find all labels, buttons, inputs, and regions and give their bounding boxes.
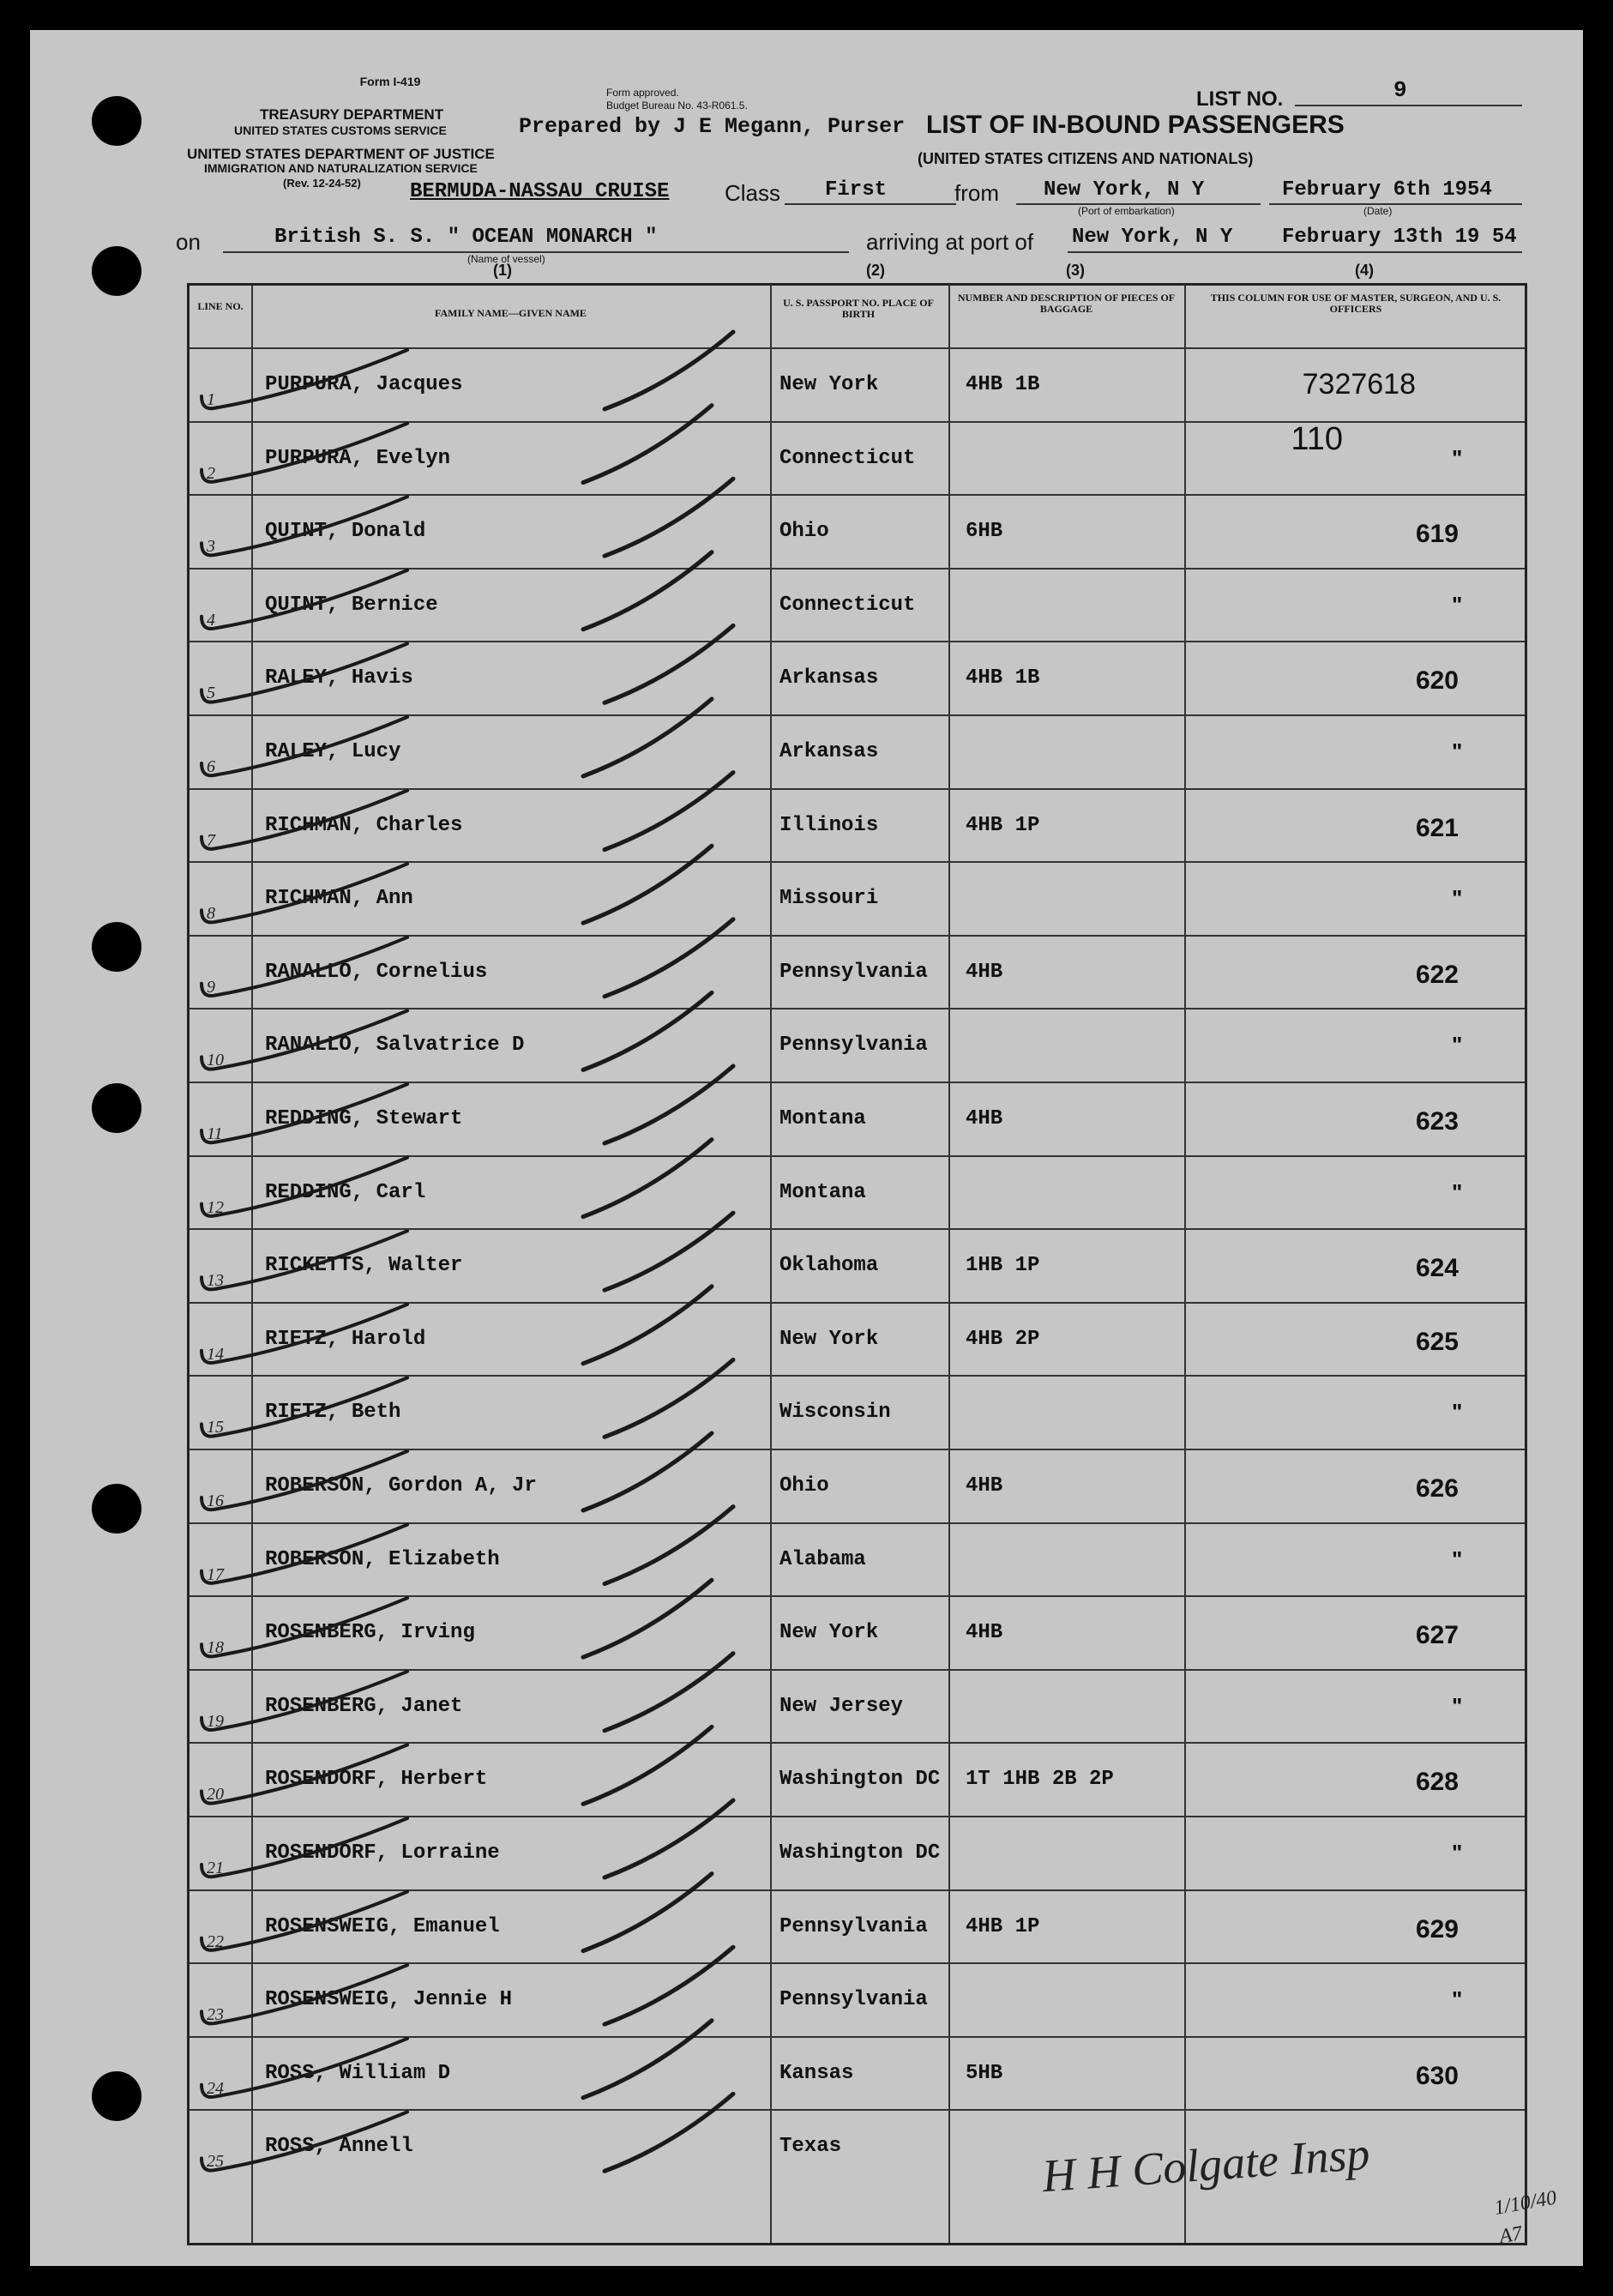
passenger-name: RICKETTS, Walter bbox=[265, 1254, 463, 1278]
officer-number: 7327618 bbox=[1302, 368, 1416, 401]
inspector-signature: H H Colgate Insp bbox=[1040, 2127, 1372, 2203]
passenger-name: ROSENBERG, Janet bbox=[265, 1694, 463, 1718]
birth-place: New Jersey bbox=[779, 1694, 904, 1718]
officer-number: 626 bbox=[1415, 1474, 1459, 1503]
officer-ditto: " bbox=[1452, 738, 1463, 764]
birth-place: Arkansas bbox=[779, 666, 879, 690]
officer-number: 619 bbox=[1415, 520, 1459, 549]
passenger-name: PURPURA, Jacques bbox=[265, 373, 463, 396]
officer-ditto: " bbox=[1452, 1178, 1463, 1205]
officer-number: 625 bbox=[1415, 1327, 1459, 1356]
line-number: 25 bbox=[207, 2152, 224, 2172]
officer-number: 629 bbox=[1415, 1914, 1459, 1943]
birth-place: Montana bbox=[779, 1180, 866, 1204]
line-number: 6 bbox=[207, 757, 215, 776]
document-page bbox=[30, 30, 1583, 2266]
passenger-name: ROSENSWEIG, Jennie H bbox=[265, 1988, 513, 2012]
col-num-4: (4) bbox=[1355, 262, 1374, 279]
on-label: on bbox=[176, 229, 201, 255]
passenger-name: RANALLO, Cornelius bbox=[265, 960, 488, 984]
line-number: 24 bbox=[207, 2078, 224, 2098]
officer-number: 627 bbox=[1415, 1621, 1459, 1650]
birth-place: Alabama bbox=[779, 1547, 866, 1571]
passenger-name: QUINT, Donald bbox=[265, 520, 426, 544]
line-number: 7 bbox=[207, 830, 215, 850]
passenger-name: ROBERSON, Elizabeth bbox=[265, 1547, 500, 1571]
departure-date: February 6th 1954 bbox=[1282, 178, 1492, 202]
binder-hole bbox=[92, 96, 141, 146]
officer-ditto: " bbox=[1452, 591, 1463, 618]
header-passport: U. S. PASSPORT NO. PLACE OF BIRTH bbox=[783, 297, 934, 320]
baggage: 4HB bbox=[966, 960, 1003, 984]
baggage: 4HB 1P bbox=[966, 1914, 1040, 1938]
col-num-1: (1) bbox=[493, 262, 512, 279]
passenger-name: ROSENSWEIG, Emanuel bbox=[265, 1914, 500, 1938]
passenger-name: ROSS, Annell bbox=[265, 2135, 413, 2159]
binder-hole bbox=[92, 2071, 141, 2121]
birth-place: Oklahoma bbox=[779, 1254, 879, 1278]
passenger-name: RIETZ, Beth bbox=[265, 1401, 401, 1425]
officer-number: 628 bbox=[1415, 1768, 1459, 1797]
birth-place: Montana bbox=[779, 1107, 866, 1130]
line-number: 15 bbox=[207, 1418, 224, 1437]
line-number: 13 bbox=[207, 1271, 224, 1291]
line-number: 14 bbox=[207, 1344, 224, 1364]
officer-number: 623 bbox=[1415, 1107, 1459, 1136]
passenger-name: REDDING, Carl bbox=[265, 1180, 426, 1204]
binder-hole bbox=[92, 1083, 141, 1133]
officer-ditto: " bbox=[1452, 444, 1463, 471]
officer-ditto: " bbox=[1452, 1399, 1463, 1425]
form-number: Form I-419 bbox=[359, 75, 421, 88]
officer-number: 630 bbox=[1415, 2061, 1459, 2090]
list-subtitle: (UNITED STATES CITIZENS AND NATIONALS) bbox=[918, 150, 1254, 167]
cruise-name: BERMUDA-NASSAU CRUISE bbox=[410, 180, 670, 203]
birth-place: Pennsylvania bbox=[779, 1914, 928, 1938]
birth-place: Wisconsin bbox=[779, 1401, 891, 1425]
list-title: LIST OF IN-BOUND PASSENGERS bbox=[926, 111, 1345, 139]
birth-place: Texas bbox=[779, 2135, 842, 2159]
officer-number: 620 bbox=[1415, 666, 1459, 696]
list-number: 9 bbox=[1393, 77, 1407, 103]
baggage: 1HB 1P bbox=[966, 1254, 1040, 1278]
birth-place: Connecticut bbox=[779, 446, 916, 470]
passenger-name: PURPURA, Evelyn bbox=[265, 446, 451, 470]
line-number: 9 bbox=[207, 977, 215, 997]
birth-place: Arkansas bbox=[779, 740, 879, 763]
line-number: 4 bbox=[207, 610, 215, 630]
form-approved: Form approved. bbox=[606, 87, 679, 99]
line-number: 2 bbox=[207, 463, 215, 483]
date-caption: (Date) bbox=[1363, 205, 1393, 217]
vessel-name: British S. S. " OCEAN MONARCH " bbox=[274, 226, 658, 249]
prepared-by: Prepared by J E Megann, Purser bbox=[519, 114, 906, 139]
line-number: 17 bbox=[207, 1564, 224, 1584]
officer-ditto: " bbox=[1452, 1692, 1463, 1719]
baggage: 4HB 1B bbox=[966, 666, 1040, 690]
passenger-name: RANALLO, Salvatrice D bbox=[265, 1034, 525, 1058]
baggage: 5HB bbox=[966, 2061, 1003, 2085]
officer-ditto: " bbox=[1452, 885, 1463, 912]
birth-place: New York bbox=[779, 373, 879, 396]
line-number: 12 bbox=[207, 1197, 224, 1217]
budget-bureau: Budget Bureau No. 43-R061.5. bbox=[606, 99, 748, 111]
baggage: 4HB 1B bbox=[966, 373, 1040, 396]
passenger-name: ROBERSON, Gordon A, Jr bbox=[265, 1474, 537, 1498]
line-number: 10 bbox=[207, 1051, 224, 1070]
officer-number: 624 bbox=[1415, 1254, 1459, 1283]
passenger-name: RIETZ, Harold bbox=[265, 1327, 426, 1351]
immigration-service: IMMIGRATION AND NATURALIZATION SERVICE bbox=[204, 161, 478, 175]
passenger-name: RICHMAN, Ann bbox=[265, 887, 413, 911]
birth-place: Illinois bbox=[779, 813, 879, 837]
line-number: 22 bbox=[207, 1931, 224, 1951]
officer-number: 622 bbox=[1415, 960, 1459, 989]
birth-place: Pennsylvania bbox=[779, 960, 928, 984]
port-caption: (Port of embarkation) bbox=[1078, 205, 1175, 217]
justice-dept: UNITED STATES DEPARTMENT OF JUSTICE bbox=[187, 146, 495, 162]
vessel-caption: (Name of vessel) bbox=[467, 253, 545, 265]
baggage: 1T 1HB 2B 2P bbox=[966, 1768, 1114, 1792]
customs-service: UNITED STATES CUSTOMS SERVICE bbox=[234, 124, 447, 137]
officer-ditto: " bbox=[1452, 1840, 1463, 1865]
header-name: FAMILY NAME—GIVEN NAME bbox=[435, 307, 587, 319]
officer-ditto: " bbox=[1452, 1546, 1463, 1572]
corner-note: 1/10/40 A7 bbox=[1492, 2186, 1559, 2249]
header-officers: THIS COLUMN FOR USE OF MASTER, SURGEON, AND U. S. OFFICERS bbox=[1210, 292, 1502, 315]
birth-place: Washington DC bbox=[779, 1841, 941, 1865]
line-number: 1 bbox=[207, 390, 215, 409]
class-value: First bbox=[825, 178, 888, 202]
col-num-3: (3) bbox=[1066, 262, 1085, 279]
binder-hole bbox=[92, 246, 141, 296]
birth-place: Connecticut bbox=[779, 593, 916, 617]
officer-number: 621 bbox=[1415, 813, 1459, 842]
line-number: 11 bbox=[207, 1124, 223, 1143]
baggage: 4HB 2P bbox=[966, 1327, 1040, 1351]
arrival-port: New York, N Y bbox=[1072, 226, 1233, 249]
header-line-no: LINE NO. bbox=[197, 300, 244, 312]
passenger-name: QUINT, Bernice bbox=[265, 593, 438, 617]
header-baggage: NUMBER AND DESCRIPTION OF PIECES OF BAGGAGE bbox=[957, 292, 1176, 315]
binder-hole bbox=[92, 1484, 141, 1534]
binder-hole bbox=[92, 922, 141, 972]
line-number: 5 bbox=[207, 684, 215, 703]
line-number: 23 bbox=[207, 2005, 224, 2025]
birth-place: New York bbox=[779, 1327, 879, 1351]
birth-place: Ohio bbox=[779, 1474, 829, 1498]
birth-place: Washington DC bbox=[779, 1768, 941, 1792]
baggage: 4HB bbox=[966, 1474, 1003, 1498]
passenger-name: RALEY, Havis bbox=[265, 666, 413, 690]
birth-place: Missouri bbox=[779, 887, 879, 911]
officer-ditto: " bbox=[1452, 1032, 1463, 1058]
birth-place: Ohio bbox=[779, 520, 829, 544]
revision-date: (Rev. 12-24-52) bbox=[283, 177, 361, 190]
passenger-name: ROSENBERG, Irving bbox=[265, 1621, 475, 1645]
line-number: 3 bbox=[207, 537, 215, 557]
line-number: 18 bbox=[207, 1638, 224, 1658]
passenger-name: ROSS, William D bbox=[265, 2061, 451, 2085]
passenger-name: RICHMAN, Charles bbox=[265, 813, 463, 837]
arrival-date: February 13th 19 54 bbox=[1282, 226, 1517, 249]
embark-port: New York, N Y bbox=[1044, 178, 1205, 202]
baggage: 6HB bbox=[966, 520, 1003, 544]
line-number: 20 bbox=[207, 1785, 224, 1805]
birth-place: New York bbox=[779, 1621, 879, 1645]
treasury-dept: TREASURY DEPARTMENT bbox=[260, 106, 444, 123]
from-label: from bbox=[954, 180, 999, 206]
line-number: 8 bbox=[207, 904, 215, 924]
passenger-name: REDDING, Stewart bbox=[265, 1107, 463, 1130]
birth-place: Kansas bbox=[779, 2061, 854, 2085]
baggage: 4HB bbox=[966, 1621, 1003, 1645]
extra-number: 110 bbox=[1291, 421, 1343, 457]
list-no-label: LIST NO. bbox=[1196, 87, 1284, 111]
passenger-name: ROSENDORF, Herbert bbox=[265, 1768, 488, 1792]
baggage: 4HB bbox=[966, 1107, 1003, 1130]
birth-place: Pennsylvania bbox=[779, 1988, 928, 2012]
passenger-name: RALEY, Lucy bbox=[265, 740, 401, 763]
officer-ditto: " bbox=[1452, 1986, 1463, 2013]
line-number: 16 bbox=[207, 1491, 224, 1510]
passenger-name: ROSENDORF, Lorraine bbox=[265, 1841, 500, 1865]
line-number: 19 bbox=[207, 1711, 224, 1731]
baggage: 4HB 1P bbox=[966, 813, 1040, 837]
line-number: 21 bbox=[207, 1859, 224, 1877]
birth-place: Pennsylvania bbox=[779, 1034, 928, 1058]
class-label: Class bbox=[725, 180, 781, 206]
col-num-2: (2) bbox=[866, 262, 885, 279]
passenger-table bbox=[187, 283, 1527, 2245]
arriving-label: arriving at port of bbox=[866, 229, 1034, 255]
